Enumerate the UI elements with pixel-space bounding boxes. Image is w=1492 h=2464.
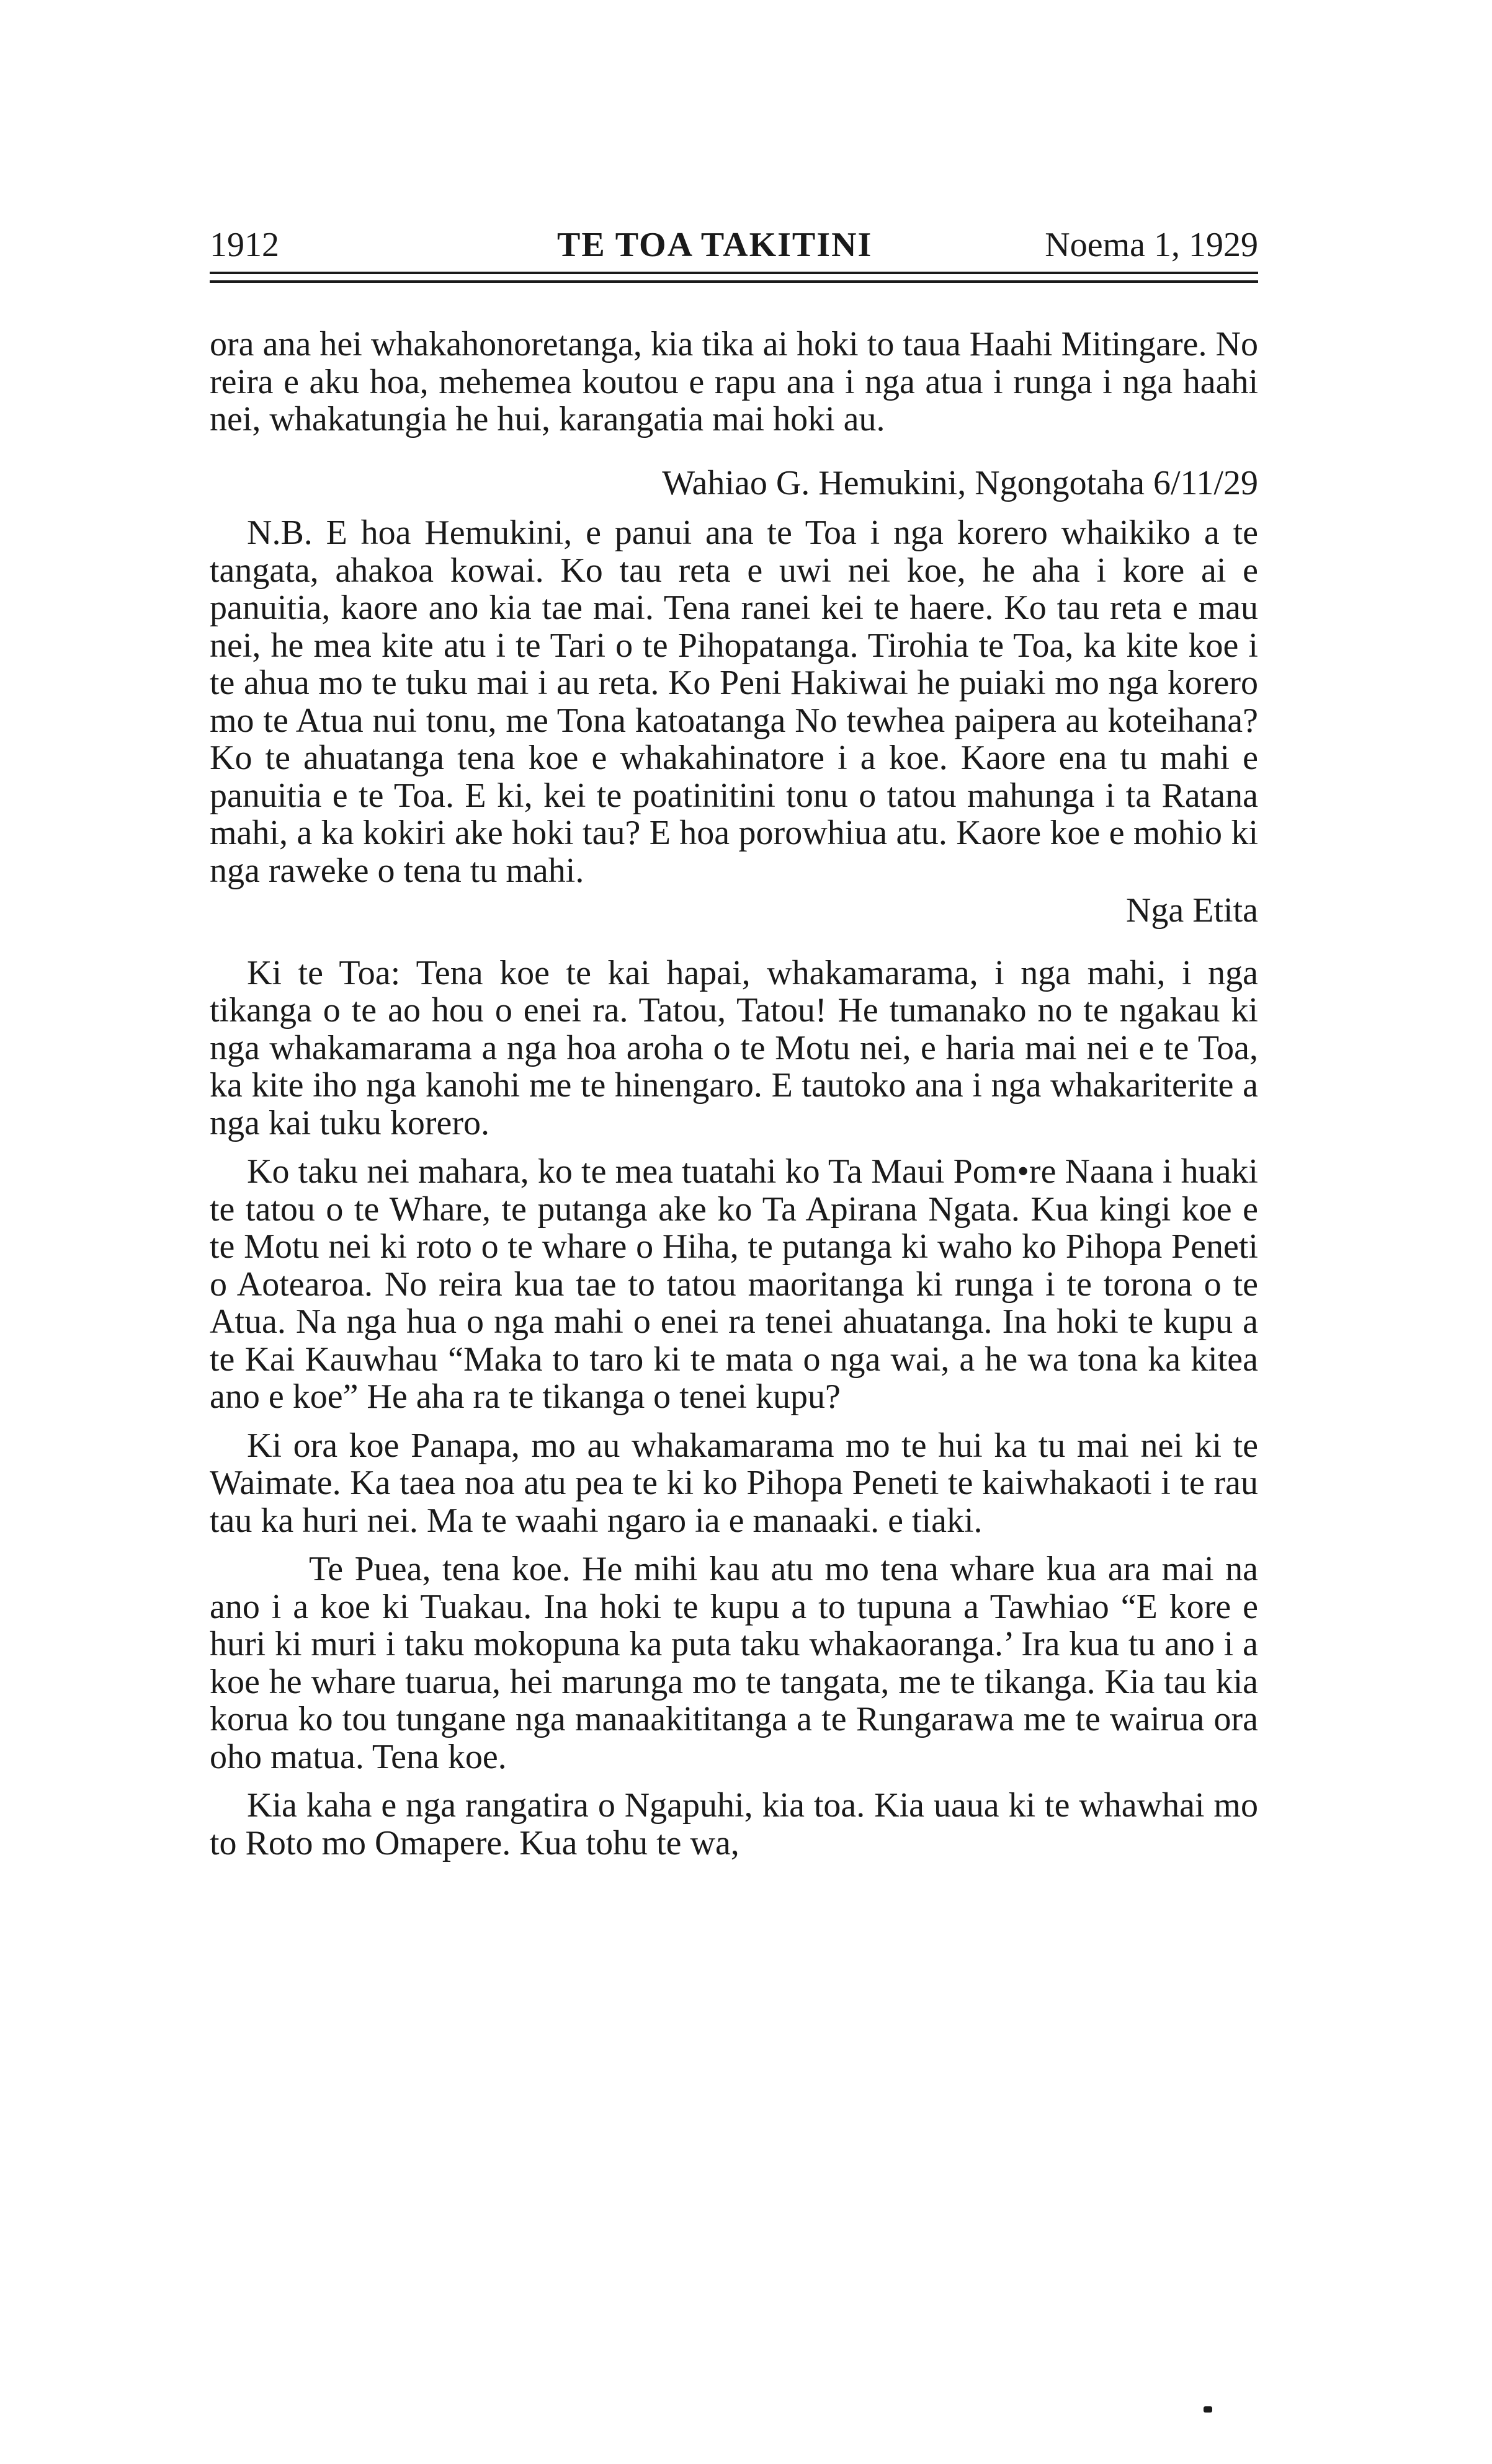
paragraph-4: Ko taku nei mahara, ko te mea tuatahi ko Ta Maui Pom•re Naana i huaki te tatou o te Whare, te putanga ake ko Ta Apirana Ngata. Kua kingi koe e te Motu nei ki roto o te whare o Hiha, te putanga ki waho ko Pihopa Peneti o Aotearoa. No reira kua tae to tatou maoritanga ki runga i te torona o te Atua. Na nga hua o nga mahi o enei ra tenei ahuatanga. Ina hoki te kupu a te Kai Kauwhau “Maka to taro ki te mata o nga wai, a he wa tona ka kitea ano e koe” He aha ra te tikanga o tenei kupu? — [210, 1152, 1258, 1416]
paragraph-6: Te Puea, tena koe. He mihi kau atu mo tena whare kua ara mai na ano i a koe ki Tuakau. Ina hoki te kupu a to tupuna a Tawhiao “E kore e huri ki muri i taku mokopuna ka puta taku whakaoranga.’ Ira kua tu ano i a koe he whare tuarua, hei marunga mo te tangata, me te tikanga. Kia tau kia korua ko tou tungane nga manaakititanga a te Rungarawa me te wairua ora oho matua. Tena koe. — [210, 1550, 1258, 1776]
paragraph-editor-note: N.B. E hoa Hemukini, e panui ana te Toa i nga korero whaikiko a te tangata, ahakoa kowai. Ko tau reta e uwi nei koe, he aha i kore ai e panuitia, kaore ano kia tae mai. Tena ranei kei te haere. Ko tau reta e mau nei, he mea kite atu i te Tari o te Pihopatanga. Tirohia te Toa, ka kite koe i te ahua mo te tuku mai i au reta. Ko Peni Hakiwai he puiaki mo nga korero mo te Atua nui tonu, me Tona katoatanga No tewhea paipera au koteihana? Ko te ahuatanga tena koe e whakahinatore i a koe. Kaore ena tu mahi e panuitia e te Toa. E ki, kei te poatinitini tonu o tatou mahunga i ta Ratana mahi, a ka kokiri ake hoki tau? E hoa porowhiua atu. Kaore koe e mohio ki nga raweke o tena tu mahi. — [210, 514, 1258, 890]
paragraph-7: Kia kaha e nga rangatira o Ngapuhi, kia toa. Kia uaua ki te whawhai mo to Roto mo Omapere. Kua tohu te wa, — [210, 1786, 1258, 1862]
paragraph-1: ora ana hei whakahonoretanga, kia tika ai hoki to taua Haahi Mitingare. No reira e aku hoa, mehemea koutou e rapu ana i nga atua i runga i nga haahi nei, whakatungia he hui, karangatia mai hoki au. — [210, 325, 1258, 438]
publication-title: TE TOA TAKITINI — [557, 226, 873, 264]
ink-speck — [1204, 2406, 1212, 2413]
page-number: 1912 — [210, 226, 279, 264]
editors-signoff: Nga Etita — [1125, 891, 1258, 930]
paragraph-5: Ki ora koe Panapa, mo au whakamarama mo te hui ka tu mai nei ki te Waimate. Ka taea noa atu pea te ki ko Pihopa Peneti te kaiwhakaoti i te rau tau ka huri nei. Ma te waahi ngaro ia e manaaki. e tiaki. — [210, 1426, 1258, 1540]
letter-signature: Wahiao G. Hemukini, Ngongotaha 6/11/29 — [662, 463, 1258, 502]
page-header — [210, 220, 1258, 270]
issue-date: Noema 1, 1929 — [1045, 226, 1258, 264]
header-rule-top — [210, 272, 1258, 274]
paragraph-letter-to-toa: Ki te Toa: Tena koe te kai hapai, whakamarama, i nga mahi, i nga tikanga o te ao hou o enei ra. Tatou, Tatou! He tumanako no te ngakau ki nga whakamarama a nga hoa aroha o te Motu nei, e haria mai nei e te Toa, ka kite iho nga kanohi me te hinengaro. E tautoko ana i nga whakariterite a nga kai tuku korero. — [210, 953, 1258, 1142]
article-body — [210, 326, 1258, 1862]
header-rule-bottom — [210, 280, 1258, 283]
